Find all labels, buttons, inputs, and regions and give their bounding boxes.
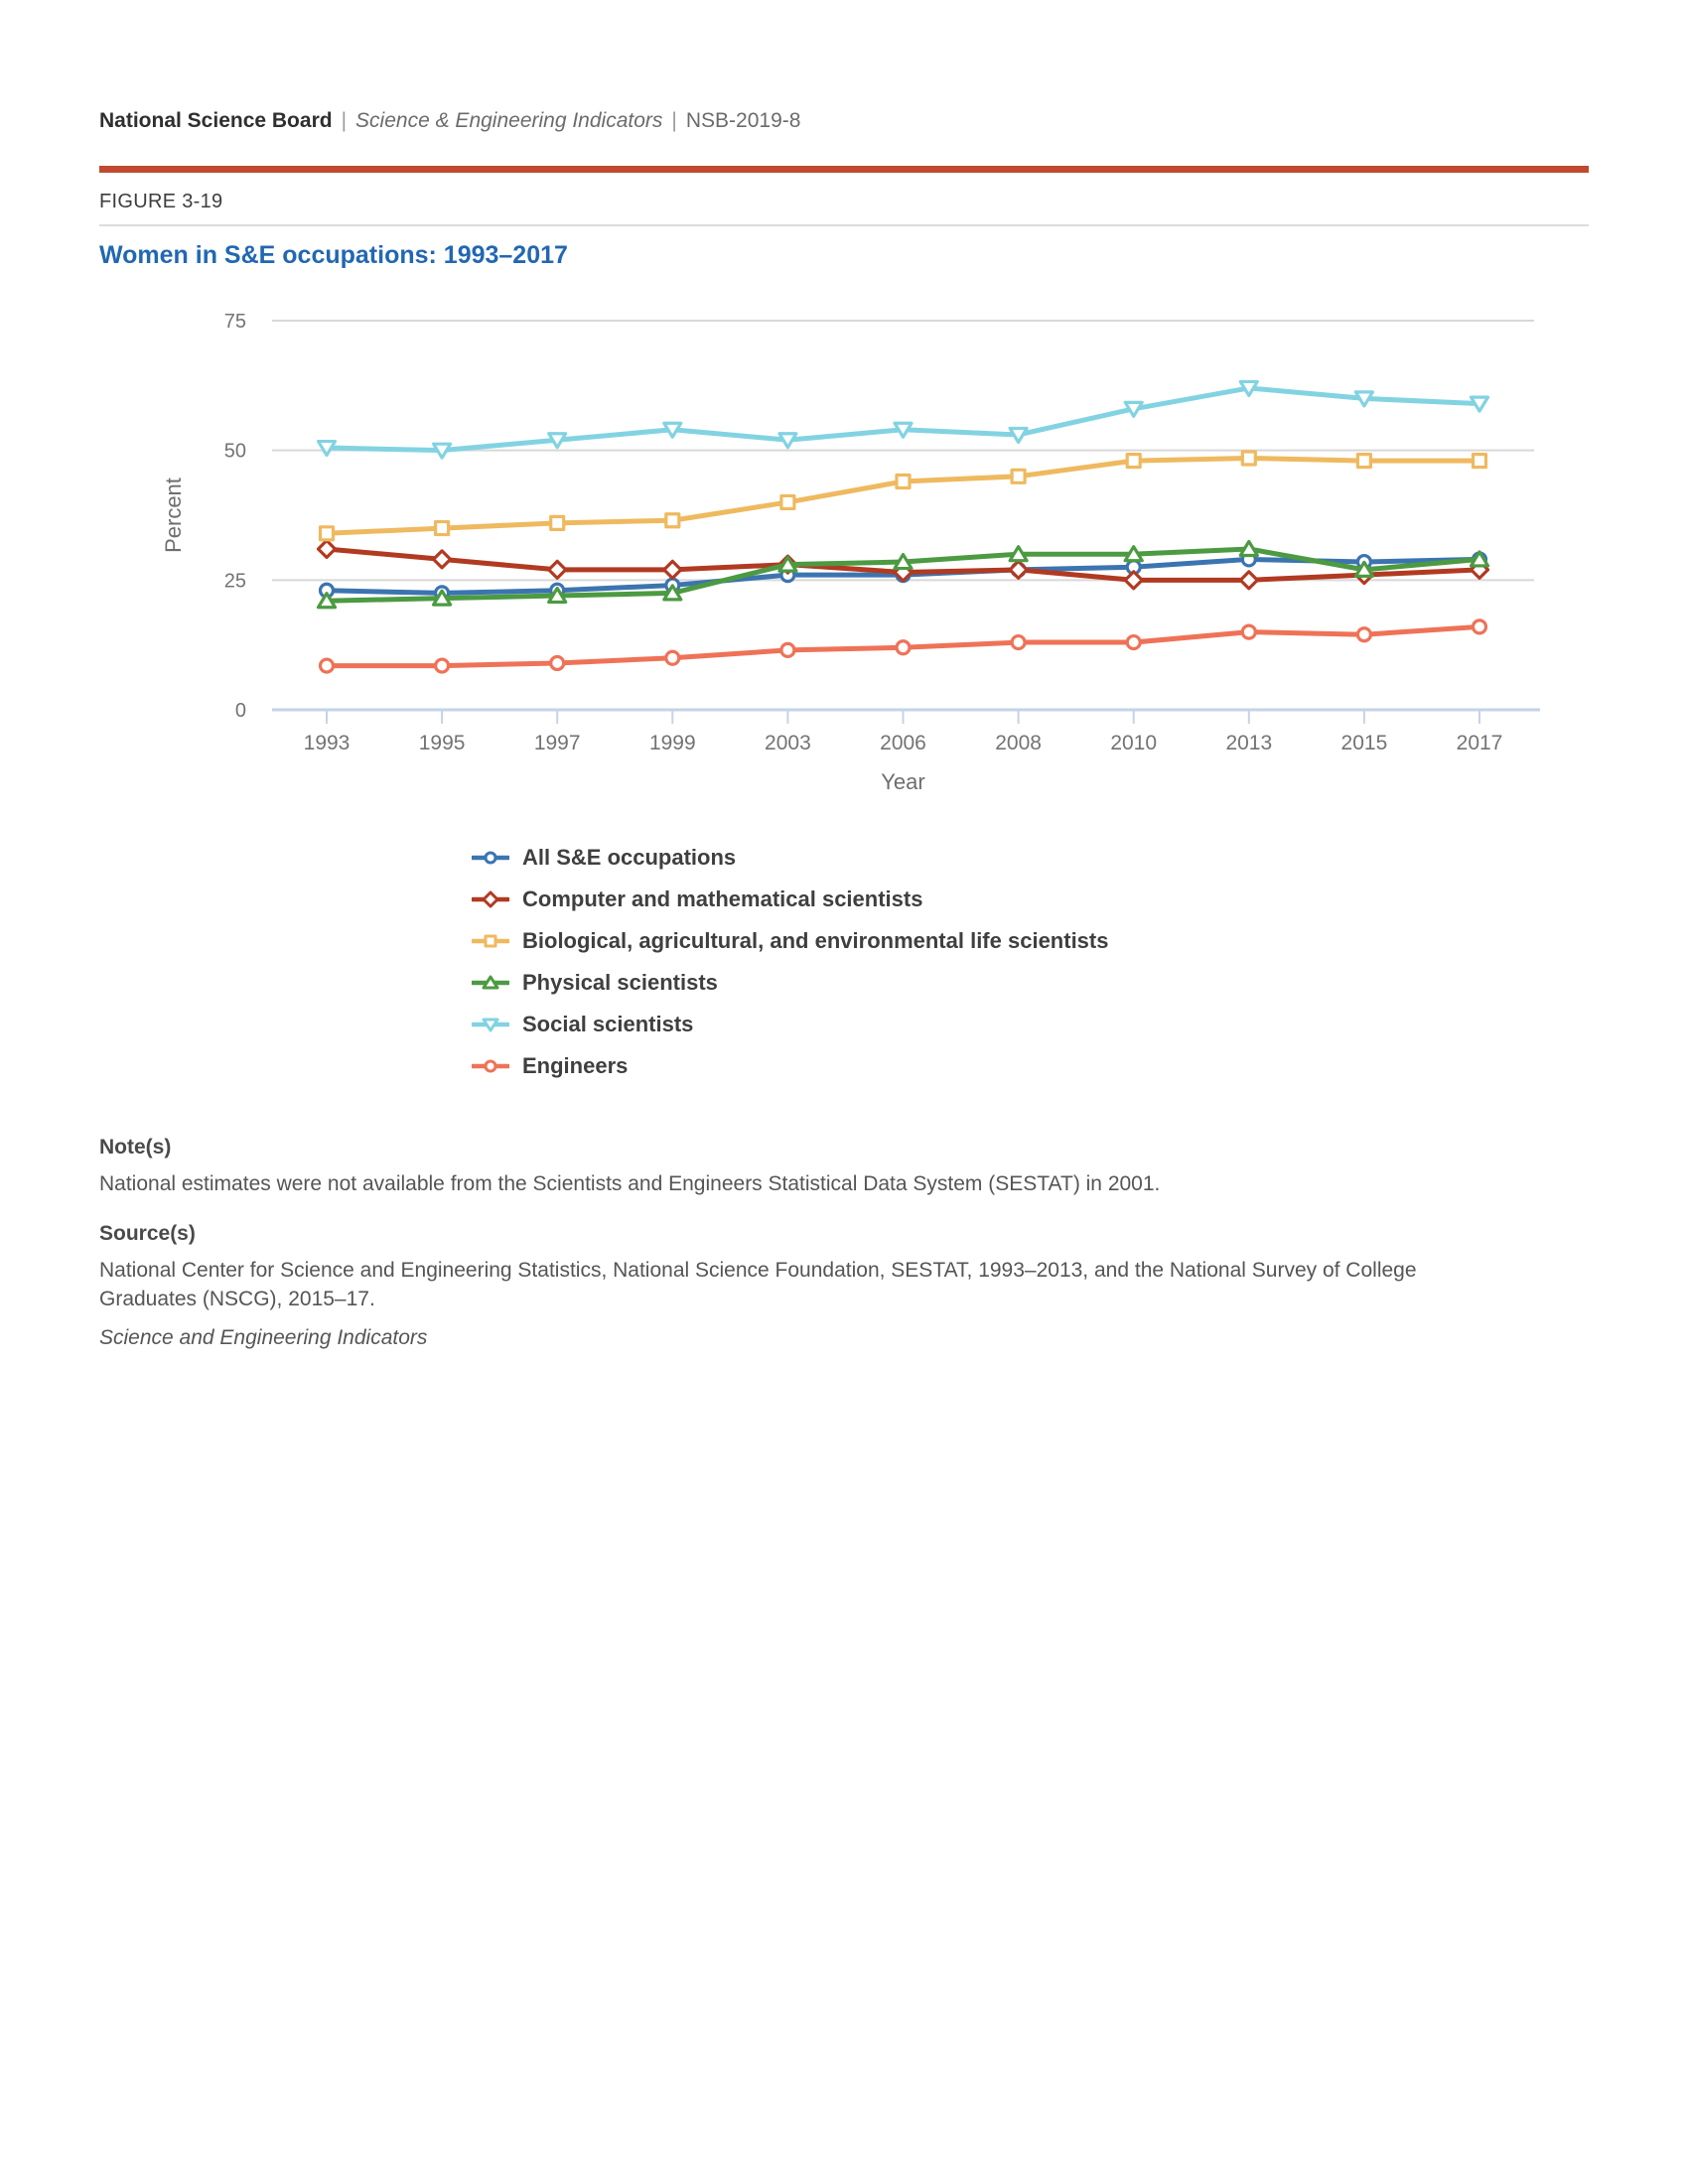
chart-legend [472, 837, 1108, 1087]
diamond-marker-icon [472, 889, 509, 909]
sources-text: National Center for Science and Engineering Statistics, National Science Foundation, SESTAT, 1993–2013, and the National Survey of College Graduates (NSCG), 2015–17. [99, 1259, 1417, 1310]
triangle-down-marker-icon [472, 1015, 509, 1034]
legend-item-physical[interactable] [472, 962, 1108, 1004]
legend-label: All S&E occupations [522, 845, 737, 870]
svg-text:2017: 2017 [1456, 732, 1503, 754]
legend-item-engineers[interactable] [472, 1045, 1108, 1087]
divider-rule [99, 224, 1589, 226]
legend-label: Biological, agricultural, and environmental life scientists [522, 928, 1109, 953]
chart-series-2 [321, 452, 1486, 540]
notes-text: National estimates were not available from the Scientists and Engineers Statistical Data System (SESTAT) in 2001. [99, 1172, 1161, 1195]
legend-item-all-se[interactable] [472, 837, 1108, 879]
svg-text:50: 50 [223, 440, 246, 463]
svg-text:1999: 1999 [648, 732, 696, 754]
legend-item-social[interactable] [472, 1004, 1108, 1045]
legend-label: Computer and mathematical scientists [522, 887, 923, 911]
svg-text:1995: 1995 [418, 732, 466, 754]
org-name: National Science Board [99, 109, 333, 132]
triangle-up-marker-icon [472, 973, 509, 993]
chart-area [99, 298, 1589, 809]
separator: | [341, 109, 348, 132]
svg-text:1993: 1993 [303, 732, 351, 754]
svg-text:2010: 2010 [1110, 732, 1158, 754]
report-id: NSB-2019-8 [685, 109, 801, 132]
accent-rule [99, 166, 1589, 173]
figure-label: FIGURE 3-19 [99, 191, 223, 212]
x-axis [272, 710, 1540, 754]
x-axis-title: Year [881, 769, 925, 794]
sources-heading: Source(s) [99, 1222, 196, 1245]
notes-heading: Note(s) [99, 1136, 172, 1159]
svg-text:2008: 2008 [995, 732, 1042, 754]
circle-marker-icon [472, 848, 509, 868]
chart-title: Women in S&E occupations: 1993–2017 [99, 241, 568, 269]
svg-text:1997: 1997 [533, 732, 581, 754]
chart-series-4 [319, 381, 1488, 458]
legend-item-bio-life[interactable] [472, 920, 1108, 962]
square-marker-icon [472, 931, 509, 951]
svg-text:2003: 2003 [765, 732, 811, 754]
publication-footer: Science and Engineering Indicators [99, 1326, 428, 1349]
svg-text:0: 0 [234, 700, 246, 722]
svg-text:2013: 2013 [1225, 732, 1273, 754]
notes-section [99, 1136, 1489, 1313]
svg-text:75: 75 [223, 311, 246, 333]
svg-text:2006: 2006 [880, 732, 926, 754]
legend-label: Social scientists [522, 1012, 694, 1036]
publication-name: Science & Engineering Indicators [355, 109, 663, 132]
chart-series-5 [321, 620, 1486, 672]
y-axis-title: Percent [161, 478, 186, 553]
separator: | [671, 109, 677, 132]
circle-marker-icon [472, 1056, 509, 1076]
y-axis [224, 311, 1534, 722]
legend-item-computer-math[interactable] [472, 879, 1108, 920]
legend-label: Engineers [522, 1053, 629, 1078]
chart-canvas [99, 298, 1589, 809]
svg-text:2015: 2015 [1340, 732, 1388, 754]
legend-label: Physical scientists [522, 970, 718, 995]
report-header [99, 109, 1589, 133]
svg-text:25: 25 [223, 570, 246, 593]
